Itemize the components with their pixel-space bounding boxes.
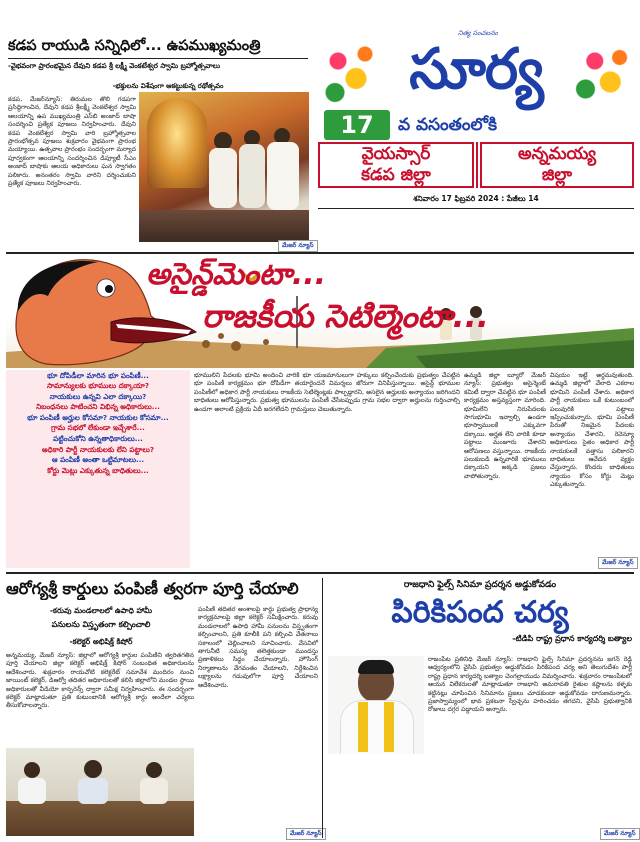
bottom-right-headline: పిరికిపంద చర్య	[391, 595, 569, 630]
masthead-logo: సూర్య	[409, 37, 543, 102]
cartoon-story-col2: ఉమ్మడి జిల్లా బ్యూరో మేజర్ న్యూస్: ప్రభుత్వం అసైన్మెంట్ కమిటీ ద్వారా చేపట్టిన భూ పంపిణీ కార్యక్రమం అస్తవ్యస్తంగా మారింది. భూమిలేని నిరుపేదలకు సాగుభూమి ఇవ్వాల్సి ఉండగా భూస్వాములకే ఎక్కువగా దక్కాయి. అర్హత లేని వారికి కూడా పట్టాలు మంజూరు చేశారని ఆరోపణలు వస్తున్నాయి. రాజకీయ పలుకుబడి ఉన్నవారికే భూములు దక్కాయని అక్కడి ప్రజలు వాపోతున్నారు.	[464, 372, 546, 480]
bottom-left-subhead-1: -కరువు మండలాలలో ఉపాధి హామీ	[49, 606, 153, 615]
bullet-item: సామాన్యులకు భూములు దక్కాయా?	[46, 381, 150, 391]
district-left-line2: కడప జిల్లా	[361, 165, 431, 185]
masthead-dateline: శనివారం 17 ఫిబ్రవరి 2024 : పేజీలు 14	[413, 194, 539, 203]
politician-portrait	[328, 656, 424, 754]
district-left-line1: వైయస్సార్	[361, 144, 431, 164]
bullet-list	[6, 370, 190, 568]
bullet-item: పట్టించుకోని ఉన్నతాధికారులు...	[53, 434, 143, 444]
collector-meeting-photo	[6, 748, 194, 836]
top-story-caption: -భక్తులను విశేషంగా ఆకట్టుకున్న రథోత్సవం	[112, 82, 224, 90]
masthead-tagline: నిత్య సంచలనం	[458, 29, 498, 37]
district-right-line1: అన్నమయ్య	[517, 144, 597, 164]
bullet-item: భూ దోపిడీలా మారిన భూ పంపిణీ...	[47, 370, 149, 380]
bottom-left-subhead-3: -కలెక్టర్ అభిషిక్త్ కిషోర్	[69, 637, 133, 646]
top-story-subhead: -వైభవంగా ప్రారంభమైన దేవుని కడప శ్రీ లక్ష్మీ వెంకటేశ్వర స్వామి బ్రహ్మోత్సవాలు	[8, 62, 221, 70]
masthead	[318, 30, 634, 216]
flower-right-decoration	[570, 40, 632, 110]
top-story-headline: కడప రాయుడి సన్నిధిలో... ఉపముఖ్యమంత్రి	[8, 38, 261, 54]
cartoon-lettering-bottom: రాజకీయ సెటిల్మెంటా...	[202, 297, 489, 335]
bottom-left-headline: ఆరోగ్యశ్రీ కార్డులు పంపిణీ త్వరగా పూర్తి చేయాలి	[6, 579, 299, 598]
flower-left-decoration	[320, 40, 380, 110]
bottom-left-subhead-2: పనులను విస్తృతంగా కల్పించాలి	[51, 620, 151, 629]
bottom-left-col1: అన్నమయ్య, మేజర్ న్యూస్: జిల్లాలో ఆరోగ్యశ్రీ కార్డుల పంపిణీని త్వరితగతిన పూర్తి చేయాలని జిల్లా కలెక్టర్ అభిషిక్త్ కిషోర్ సంబంధిత అధికారులను ఆదేశించారు. శుక్రవారం రాయచోటి కలెక్టరేట్ సమావేశ మందిరం నుంచి జాయింట్ కలెక్టర్, డిఆర్వో తదితర అధికారులతో కలిసి జిల్లాలోని మండల స్థాయి అధికారులతో వీడియో కాన్ఫరెన్స్ ద్వారా సమీక్ష నిర్వహించారు. ఈ సందర్భంగా కలెక్టర్ మాట్లాడుతూ ప్రతి కుటుంబానికి ఆరోగ్యశ్రీ కార్డు అందేలా చర్యలు తీసుకోవాలన్నారు.	[6, 652, 194, 710]
district-right-box	[480, 142, 634, 188]
cartoon-panel	[6, 256, 634, 368]
cartoon-story-brand-tag: మేజర్ న్యూస్	[598, 557, 638, 569]
temple-photo	[139, 92, 309, 242]
bottom-right-kicker: రాజధాని ఫైల్స్ సినిమా ప్రదర్శన అడ్డుకోవడం	[403, 580, 557, 590]
cartoon-story-col1: భూములిని పేదలకు భూమి అందించి వారికి భూ యజమానులుగా హక్కులు కల్పించేందుకు ప్రభుత్వం చేపట్టిన భూ పంపిణీ కార్యక్రమం భూ దోపిడీగా తయారైందనే విమర్శలు జోరుగా వినిపిస్తున్నాయి. అసైన్డ్ భూముల పంపిణీలో అధికార పార్టీ నాయకులు రాజకీయ సెటిల్మెంట్లకు పాల్పడ్డారని, అసలైన అర్హులకు అన్యాయం జరిగిందని బాధితులు ఆరోపిస్తున్నారు. ప్రభుత్వ భూములను పంపిణీ చేసేటప్పుడు గ్రామ సభల ద్వారా అర్హులను గుర్తించాల్సి ఉండగా అలాంటి ప్రక్రియ ఏదీ జరగలేదని గ్రామస్తులు చెబుతున్నారు.	[194, 372, 460, 413]
cartoon-story-col3: విషయం ఇట్టే అర్థమవుతుంది. ఉమ్మడి జిల్లాలో వేలాది ఎకరాల భూమిని పంపిణీ చేశారు. అధికార పార్టీ నాయకులు ఒకే కుటుంబంలో పలువురికి పట్టాలు ఇప్పించుకున్నారు. భూమి పంపిణీ పేరుతో నిజమైన పేదలకు అన్యాయం చేశారని, రెవెన్యూ అధికారులు సైతం అధికార పార్టీ నాయకులకే వత్తాసు పలికారని బాధితులు ఆవేదన వ్యక్తం చేస్తున్నారు. కొందరు బాధితులు న్యాయం కోసం కోర్టు మెట్లు ఎక్కుతున్నారు.	[550, 372, 634, 489]
cartoon-lettering-top: అసైన్డ్‌మెంటా...	[146, 257, 327, 292]
anniversary-badge: 17	[324, 110, 390, 140]
bullet-item: నాయకులు ఉన్నవి ఎలా దక్కాయి?	[49, 391, 147, 401]
district-left-box	[318, 142, 474, 188]
anniversary-text: వ వసంతంలోకి	[398, 115, 497, 135]
bullet-item: కోర్టు మెట్లు ఎక్కుతున్న బాధితులు...	[47, 465, 149, 475]
bottom-left-col2: పంపిణీ తదితర అంశాలపై కార్డు ప్రభుత్వ ప్రాధాన్య కార్యక్రమాలపై జిల్లా కలెక్టర్ సమీక్షించారు. కరువు మండలాలలో ఉపాధి హామీ పనులను విస్తృతంగా కల్పించాలని, ప్రతి కూలీకి పని కల్పించి వేతనాలు సకాలంలో చెల్లించాలని సూచించారు. వేసవిలో తాగునీటి సమస్య తలెత్తకుండా ముందస్తు ప్రణాళికలు సిద్ధం చేయాలన్నారు. హౌసింగ్ నిర్మాణాలను వేగవంతం చేయాలని, నిర్దేశించిన లక్ష్యాలను గడువులోగా పూర్తి చేయాలని ఆదేశించారు.	[198, 606, 318, 689]
bottom-right-body: రాజంపేట ప్రతినిధి మేజర్ న్యూస్: రాజధాని ఫైల్స్ సినిమా ప్రదర్శనను జగన్ రెడ్డి ఆధ్వర్యంలోని వైసిపి ప్రభుత్వం అడ్డుకోవడం పిరికిపంద చర్య అని తెలుగుదేశం పార్టీ రాష్ట్ర ప్రధాన కార్యదర్శి బత్యాల చెంగల్రాయుడు విమర్శించారు. శుక్రవారం రాజంపేటలో ఆయన విలేకరులతో మాట్లాడుతూ రాజధాని అమరావతి రైతుల కష్టాలను కళ్ళకు కట్టినట్లు చూపించిన సినిమాను ప్రజలు చూడకుండా అడ్డుకోవడం దారుణమన్నారు. ప్రజాస్వామ్యంలో భావ ప్రకటనా స్వేచ్ఛను హరించడం తగదని, వైసిపి ప్రభుత్వానికి రోజులు దగ్గర పడ్డాయని అన్నారు.	[428, 656, 632, 714]
bullet-item: అధికారి పార్టీ నాయకులకు లేని పట్టాలు?	[41, 444, 155, 454]
top-story-brand-tag: మేజర్ న్యూస్	[278, 240, 318, 252]
bottom-left-brand-tag: మేజర్ న్యూస్	[286, 828, 326, 840]
bullet-item: భూ పంపిణీ అర్హుల కోసమా? నాయకుల కోసమా...	[27, 412, 169, 422]
district-right-line2: జిల్లా	[541, 165, 573, 185]
bullet-item: ఆ పంపిణీ అంతా ఒట్టిమాటలు...	[51, 455, 145, 465]
bullet-item: గ్రామ సభలో లేకుండా ఇచ్చేశారే...	[51, 423, 145, 433]
bottom-right-brand-tag: మేజర్ న్యూస్	[600, 828, 640, 840]
bottom-right-subhead: -టిడిపి రాష్ట్ర ప్రధాన కార్యదర్శి బత్యాల	[512, 634, 632, 643]
top-story-body: కడప, మేజర్‌న్యూస్: తిరుమల తొలి గడపగా ప్రసిద్ధిగాంచిన, దేవుని కడప శ్రీలక్ష్మీ వెంకటేశ్వర స్వామి ఆలయాన్ని ఉప ముఖ్యమంత్రి ఎస్‌బి అంజాద్ బాషా సందర్శించి ప్రత్యేక పూజలు నిర్వహించారు. దేవుని కడప వెంకటేశ్వర స్వామి వారి బ్రహ్మోత్సవాల ప్రారంభోత్సవ పూజలు శుక్రవారం వైభవంగా ప్రారంభ మయ్యాయి. ఉత్సవాల ప్రారంభం సందర్భంగా మర్యాద పూర్వకంగా ఆలయాన్ని సందర్శించిన డిప్యూటీ సీఎం అంజాద్ బాషాకు ఆలయ అధికారులు ఘన స్వాగతం పలికారు. అనంతరం స్వామి వారిని దర్శించుకుని ప్రత్యేక పూజలు నిర్వహించారు.	[8, 96, 136, 188]
bullet-item: నిబంధనలు పాటించని విభిన్న అధికారులు...	[36, 402, 160, 412]
